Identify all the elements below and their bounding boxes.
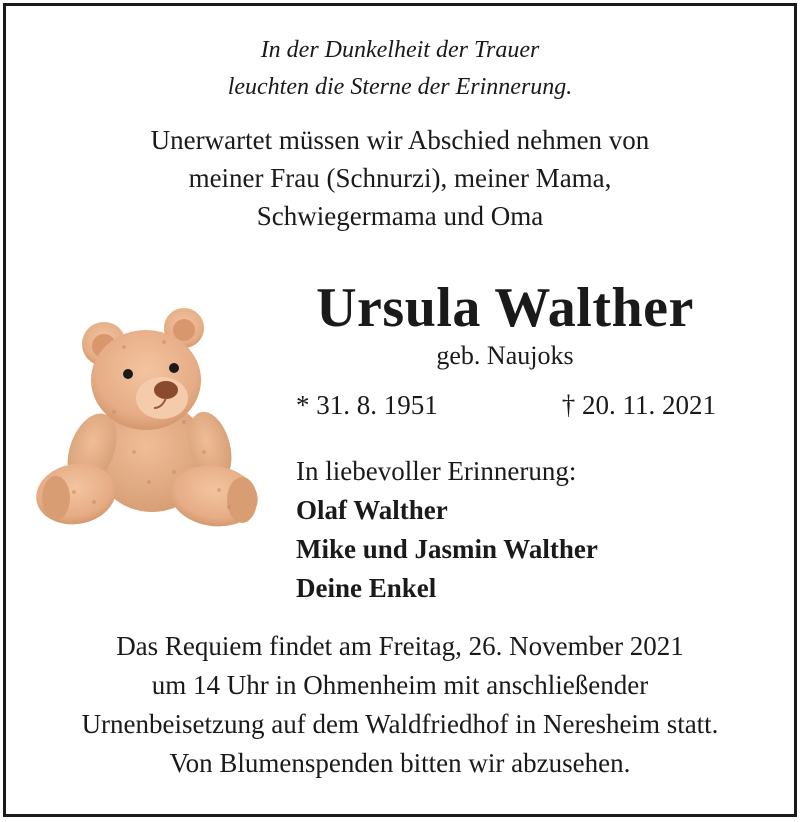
birth-date: * 31. 8. 1951 <box>296 390 438 420</box>
birth-name: geb. Naujoks <box>436 341 574 370</box>
mourner-name: Deine Enkel <box>296 573 437 603</box>
life-dates <box>296 385 716 425</box>
service-line: Von Blumenspenden bitten wir abzusehen. <box>169 748 631 778</box>
service-line: Das Requiem findet am Freitag, 26. November 2021 <box>116 631 684 661</box>
intro-line: meiner Frau (Schnurzi), meiner Mama, <box>188 163 612 193</box>
mourners-block <box>296 452 736 608</box>
intro-line: Unerwartet müssen wir Abschied nehmen von <box>150 125 650 155</box>
service-line: Urnenbeisetzung auf dem Waldfriedhof in Neresheim statt. <box>81 709 719 739</box>
mourner-name: Olaf Walther <box>296 495 448 525</box>
motto <box>0 32 800 106</box>
intro-text <box>0 121 800 235</box>
motto-line: In der Dunkelheit der Trauer <box>260 37 540 63</box>
deceased-name: Ursula Walther <box>316 277 694 339</box>
service-notice <box>0 627 800 783</box>
service-line: um 14 Uhr in Ohmenheim mit anschließender <box>151 670 649 700</box>
teddy-bear-image <box>34 302 264 530</box>
mourners-label: In liebevoller Erinnerung: <box>296 456 577 486</box>
death-date: † 20. 11. 2021 <box>561 390 716 420</box>
intro-line: Schwiegermama und Oma <box>256 201 544 231</box>
motto-line: leuchten die Sterne der Erinnerung. <box>227 74 573 100</box>
mourner-name: Mike und Jasmin Walther <box>296 534 598 564</box>
